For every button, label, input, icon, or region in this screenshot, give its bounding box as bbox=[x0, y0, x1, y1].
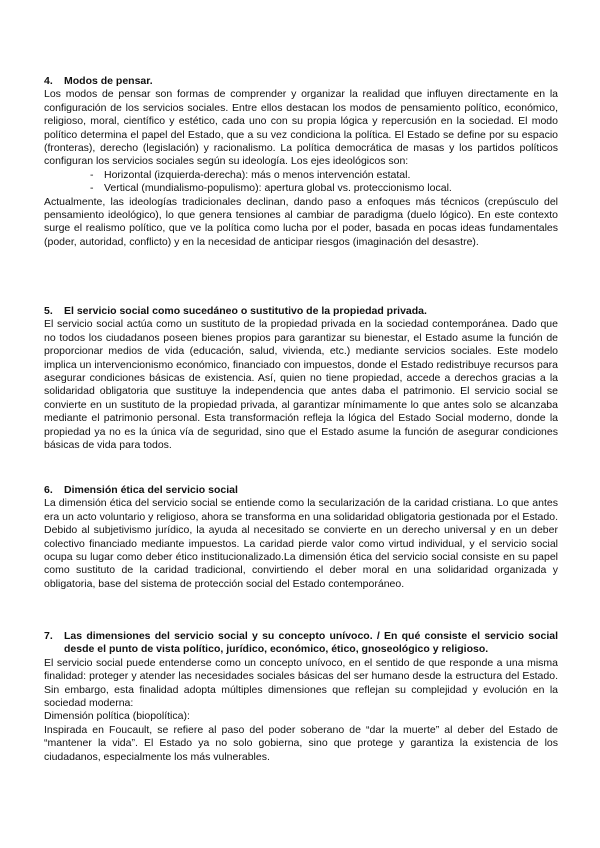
paragraph: Actualmente, las ideologías tradicionales declinan, dando paso a enfoques más técnicos (crepúsculo del pensamiento ideológico), lo que genera tensiones al cambiar de paradigma (duelo lógico). En este contexto surge el realismo político, que ve la política como lucha por el poder, basada en pocas ideas fundamentales (poder, autoridad, conflicto) y en la necesidad de anticipar riesgos (imaginación del desastre). bbox=[44, 195, 558, 248]
list-item-text: Vertical (mundialismo-populismo): apertura global vs. proteccionismo local. bbox=[104, 182, 452, 195]
section-title: Dimensión ética del servicio social bbox=[64, 484, 238, 496]
subheading: Dimensión política (biopolítica): bbox=[44, 710, 190, 723]
section-dimension-etica bbox=[44, 484, 558, 591]
section-heading bbox=[44, 305, 558, 318]
section-number: 6. bbox=[44, 484, 53, 496]
section-heading bbox=[44, 630, 558, 657]
section-number: 4. bbox=[44, 75, 53, 87]
section-number: 7. bbox=[44, 630, 53, 642]
paragraph: El servicio social puede entenderse como un concepto unívoco, en el sentido de que responde a una misma finalidad: proteger y atender las necesidades sociales básicas del ser humano desde la estructura del Estado. Sin embargo, esta finalidad adopta múltiples dimensiones que reflejan su complejidad y evolución en la sociedad moderna: bbox=[44, 656, 558, 710]
section-title: Modos de pensar. bbox=[64, 75, 153, 87]
paragraph: La dimensión ética del servicio social se entiende como la secularización de la caridad cristiana. Lo que antes era un acto voluntario y religioso, ahora se transforma en una solidaridad obligatoria gestionada por el Estado. Debido al subjetivismo jurídico, la ayuda al necesitado se convierte en un derecho universal y en un deber colectivo financiado mediante impuestos. La caridad pierde valor como virtud individual, y el servicio social ocupa su lugar como deber ético institucionalizado.La dimensión ética del servicio social consiste en su papel como sustituto de la caridad tradicional, convirtiendo el deber moral en una solidaridad organizada y obligatoria, base del sistema de protección social del Estado contemporáneo. bbox=[44, 497, 558, 590]
list-item bbox=[44, 169, 558, 182]
section-dimensiones-servicio-social bbox=[44, 630, 558, 764]
bullet-dash-icon: - bbox=[90, 182, 94, 195]
section-heading bbox=[44, 484, 558, 497]
list-item bbox=[44, 182, 558, 195]
section-heading bbox=[44, 75, 558, 88]
section-title: Las dimensiones del servicio social y su concepto unívoco. / En qué consiste el servicio social desde el punto de vista político, jurídico, económico, ético, gnoseológico y religioso. bbox=[64, 630, 558, 656]
section-number: 5. bbox=[44, 305, 53, 317]
paragraph: El servicio social actúa como un sustituto de la propiedad privada en la sociedad contemporánea. Dado que no todos los ciudadanos poseen bienes propios para garantizar su bienestar, el Estado asume la función de proporcionar medios de vida (educación, salud, vivienda, etc.) mediante servicios sociales. Este modelo implica un intervencionismo económico, financiado con impuestos, donde el Estado redistribuye recursos para asegurar condiciones básicas de existencia. Así, quien no tiene propiedad, accede a derechos gracias a la solidaridad obligatoria que sustituye la independencia que antes daba el patrimonio. El servicio social se convierte en un sustituto de la propiedad privada, al garantizar mínimamente lo que antes solo se alcanzaba mediante el patrimonio personal. Esta transformación refleja la lógica del Estado Social moderno, donde la propiedad ya no es la única vía de seguridad, sino que el Estado asume la función de asegurar condiciones básicas de vida para todos. bbox=[44, 318, 558, 452]
list-item-text: Horizontal (izquierda-derecha): más o menos intervención estatal. bbox=[104, 168, 411, 181]
section-title: El servicio social como sucedáneo o sustitutivo de la propiedad privada. bbox=[64, 305, 427, 317]
bullet-dash-icon: - bbox=[90, 168, 94, 181]
section-modos-de-pensar bbox=[44, 75, 558, 249]
paragraph: Los modos de pensar son formas de comprender y organizar la realidad que influyen directamente en la configuración de los servicios sociales. Entre ellos destacan los modos de pensamiento político, económico, religioso, moral, científico y estético, cada uno con su propia lógica y repercusión en la sociedad. El modo político determina el papel del Estado, que a su vez condiciona la política. El Estado se define por su espacio (fronteras), derecho (legislación) y racionalismo. La política democrática de masas y los partidos políticos configuran los servicios sociales según su ideología. Los ejes ideológicos son: bbox=[44, 88, 558, 168]
section-propiedad-privada bbox=[44, 305, 558, 452]
paragraph: Inspirada en Foucault, se refiere al paso del poder soberano de “dar la muerte” al deber del Estado de “mantener la vida”. El Estado ya no solo gobierna, sino que protege y garantiza la existencia de los ciudadanos, especialmente los más vulnerables. bbox=[44, 723, 558, 763]
bullet-list bbox=[44, 169, 558, 196]
